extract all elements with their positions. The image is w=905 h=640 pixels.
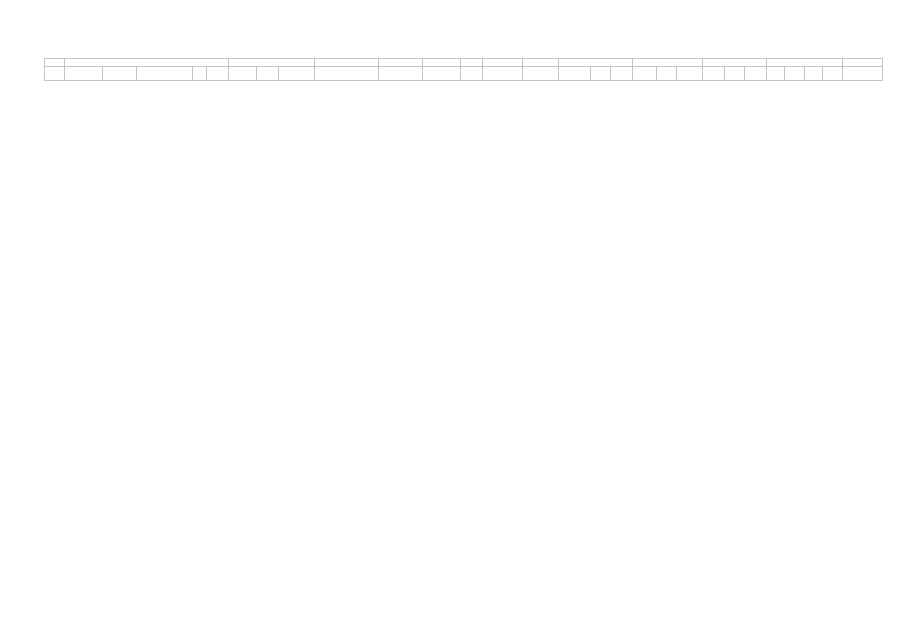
column-group-header [703,59,767,67]
column-header [767,67,785,81]
column-group-header [559,59,633,67]
column-header [207,67,229,81]
column-group-header [843,59,883,67]
registry-table [44,58,883,81]
column-header [725,67,745,81]
column-header [279,67,315,81]
column-header [677,67,703,81]
column-header [823,67,843,81]
column-header [633,67,657,81]
column-header [591,67,611,81]
column-header [483,67,523,81]
column-header [805,67,823,81]
column-header [745,67,767,81]
column-group-header [461,59,483,67]
column-group-header [229,59,315,67]
column-group-header [483,59,523,67]
column-header [703,67,725,81]
column-header [229,67,257,81]
column-header [785,67,805,81]
registry-table-container [44,58,824,81]
column-header [137,67,193,81]
column-header [45,67,65,81]
column-header-row [45,67,883,81]
column-header [315,67,379,81]
column-group-header [315,59,379,67]
column-group-header [379,59,423,67]
column-header [611,67,633,81]
column-header [379,67,423,81]
column-group-header [523,59,559,67]
column-header [65,67,103,81]
column-header [423,67,461,81]
column-group-header [633,59,703,67]
column-header [843,67,883,81]
column-header [559,67,591,81]
column-group-header [45,59,65,67]
column-header [103,67,137,81]
column-group-header [65,59,229,67]
column-group-header [423,59,461,67]
column-header [257,67,279,81]
column-header [523,67,559,81]
column-group-header-row [45,59,883,67]
column-header [461,67,483,81]
column-group-header [767,59,843,67]
column-header [657,67,677,81]
column-header [193,67,207,81]
